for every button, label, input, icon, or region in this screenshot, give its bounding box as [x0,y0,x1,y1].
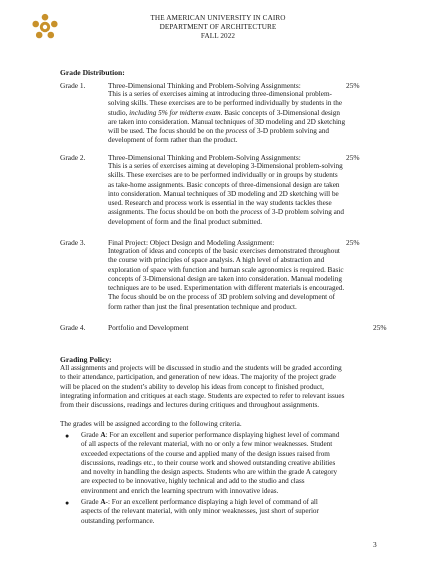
grade-4-label: Grade 4. [60,323,86,332]
text-line: All assignments and projects will be discussed in studio and the students will be graded according [60,364,342,372]
text-line: form rather than just the final presentation technique and product. [108,302,297,311]
text-line: and novelty in handling the design aspects. Students who are within the grade A category [81,468,338,477]
text-line: of all aspects of the relevant material, with no or only a few minor weaknesses. Student [81,440,333,449]
page-number: 3 [373,540,377,549]
text-line: The focus should be on the process of 3D problem solving and development of [108,293,335,302]
emphasis: including 5% for midterm exam. [129,108,223,117]
text-line: used. Research and process work is essential in the way students tackles these [108,199,332,208]
text-line: concepts of 3-Dimensional design are taken into consideration. Manual modeling [108,274,342,283]
grade-letter: A- [100,498,108,506]
text-line: exploration of space with function and human scale agronomics is required. Basic [108,265,344,274]
emphasis: process [240,208,263,217]
text-line: solving skills. These exercises are to be performed individually by students in the [108,99,343,108]
bullet-icon: ● [65,499,70,507]
grade-1-description [108,90,345,146]
text-line: integrating information and critiques at each stage. Students are expected to refer to relevant issues [60,391,345,400]
grade-3-description [108,247,344,312]
grade-3-label: Grade 3. [60,238,86,247]
grade-rest: : For an excellent performance displaying a high level of command of all [107,498,318,506]
text-line: from their discussions, readings and lectures during critiques and throughout assignments. [60,401,320,410]
text-line: will be used. The focus should be on the process of 3-D problem solving and [108,127,330,136]
header-university: THE AMERICAN UNIVERSITY IN CAIRO [150,14,286,22]
grade-letter: A [100,431,106,439]
text-line: studio, including 5% for midterm exam. Basic concepts of 3-Dimensional design [108,108,340,117]
emphasis: process [225,127,248,136]
grade-rest: : For an excellent and superior performance displaying highest level of command [105,431,340,439]
grade-4-title: Portfolio and Development [108,323,189,332]
text-line: outstanding performance. [81,516,155,525]
grade-3-percent: 25% [346,238,360,247]
grade-1-label: Grade 1. [60,81,86,90]
grade-2-title: Three-Dimensional Thinking and Problem-Solving Assignments: [108,153,301,162]
text-line: This is a series of exercises aiming at introducing three-dimensional problem- [108,90,332,98]
document-header [0,14,436,41]
text-line: to their attendance, participation, and generation of new ideas. The majority of the project grade [60,373,336,382]
text-line: aspects of the relevant material, with only minor weaknesses, just short of superior [81,507,319,516]
text-line: environment and enrich the learning spectrum with innovative ideas. [81,486,279,495]
grade-a-criteria [81,431,339,496]
grade-prefix: Grade [81,431,101,439]
grade-2-percent: 25% [346,153,360,162]
criteria-intro: The grades will be assigned according to the following criteria. [60,420,242,428]
grade-2-description [108,162,344,227]
text-line: development of form and the final product submitted. [108,217,263,226]
text-line: assignments. The focus should be on both the process of 3-D problem solving and [108,208,344,217]
grading-policy-title: Grading Policy: [60,355,112,364]
grade-1-title: Three-Dimensional Thinking and Problem-Solving Assignments: [108,81,301,90]
text-line: the course with principles of space analysis. A high level of abstraction and [108,256,325,265]
header-term: FALL 2022 [200,32,236,40]
text-line: are expected to be innovative, highly technical and add to the studio and class [81,477,305,486]
text-line: are taken into consideration. Manual techniques of 3D modeling and 2D sketching [108,117,346,126]
header-department: DEPARTMENT OF ARCHITECTURE [159,23,277,31]
text-line: will be placed on the student’s ability to develop his ideas from concept to finished product, [60,382,324,391]
grade-4-percent: 25% [373,323,387,332]
text-line [81,498,319,507]
text-line: into consideration. Manual techniques of 3D modeling and 2D sketching will be [108,189,339,198]
grade-a-minus-criteria [81,498,319,526]
text-line: Integration of ideas and concepts of the basic exercises demonstrated throughout [108,247,340,255]
grade-prefix: Grade [81,498,101,506]
text-line: discussions, readings etc., to their course work and showed outstanding creative abilities [81,458,336,467]
grade-3-title: Final Project: Object Design and Modeling Assignment: [108,238,275,247]
text-line: skills. These exercises are to be performed individually or in groups by students [108,171,338,180]
grading-policy-intro [60,364,344,410]
text-line: techniques are to be used. Experimentation with different materials is encouraged. [108,284,345,293]
text-line [81,431,339,440]
grade-distribution-title: Grade Distribution: [60,68,125,77]
grade-1-percent: 25% [346,81,360,90]
bullet-icon: ● [65,432,70,440]
text-line: as take-home assignments. Basic concepts of three-dimensional design are taken [108,180,340,189]
grade-2-label: Grade 2. [60,153,86,162]
text-line: development of form rather than the product. [108,136,238,145]
text-line: This is a series of exercises aiming at developing 3-Dimensional problem-solving [108,162,343,170]
text-line: exceeded expectations of the course and applied many of the design issues raised from [81,449,330,458]
